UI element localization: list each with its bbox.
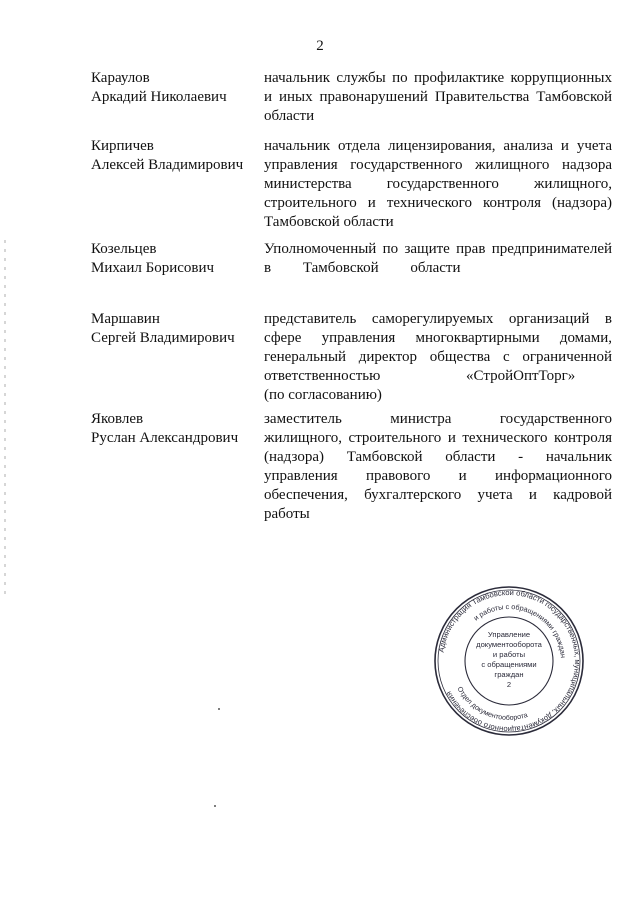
role-line: генеральный директор общества с ограниченной <box>264 349 612 365</box>
member-given-names: Аркадий Николаевич <box>91 89 227 105</box>
role-line: заместитель министра государственного <box>264 411 612 427</box>
role-line: Уполномоченный по защите прав предпринимателей <box>264 241 612 257</box>
scan-speck <box>214 805 216 807</box>
seal-center-line: 2 <box>506 680 512 689</box>
member-role <box>264 410 612 524</box>
member-role <box>264 69 612 126</box>
role-line: работы <box>264 506 310 522</box>
page-number: 2 <box>316 38 324 54</box>
role-line: (по согласованию) <box>264 387 382 403</box>
role-line: ответственностью «СтройОптТорг» <box>264 368 576 384</box>
member-surname: Кирпичев <box>91 138 154 154</box>
seal-outer-text: Администрация Тамбовской области государственных, муниципальных, документационного обеспечения <box>436 587 583 735</box>
member-given-names: Алексей Владимирович <box>91 157 244 173</box>
member-name <box>91 310 256 348</box>
member-surname: Козельцев <box>91 241 157 257</box>
member-surname: Маршавин <box>91 311 160 327</box>
role-line: и иных правонарушений Правительства Тамбовской <box>264 89 612 105</box>
member-surname: Караулов <box>91 70 150 86</box>
role-line: начальник службы по профилактике коррупционных <box>264 70 612 86</box>
seal-inner-ring-text: и работы с обращениями граждан <box>471 601 568 659</box>
seal-center-line: с обращениями <box>481 660 537 669</box>
member-given-names: Сергей Владимирович <box>91 330 235 346</box>
scan-margin-marks <box>4 240 6 600</box>
role-line: области <box>264 108 315 124</box>
member-role <box>264 310 612 405</box>
role-line: управления правового и информационного <box>264 468 612 484</box>
role-line: строительного и технического контроля (надзора) <box>264 195 612 211</box>
member-name <box>91 137 256 175</box>
role-line: начальник отдела лицензирования, анализа и учета <box>264 138 612 154</box>
seal-center-line: граждан <box>494 670 524 679</box>
member-given-names: Руслан Александрович <box>91 430 239 446</box>
role-line: министерства государственного жилищного, <box>264 176 612 192</box>
member-role <box>264 240 612 278</box>
member-given-names: Михаил Борисович <box>91 260 215 276</box>
role-line: обеспечения, бухгалтерского учета и кадровой <box>264 487 612 503</box>
seal-center-line: документооборота <box>476 640 542 649</box>
member-name <box>91 410 256 448</box>
role-line: жилищного, строительного и технического контроля <box>264 430 612 446</box>
role-line: в Тамбовской области <box>264 260 461 276</box>
role-line: управления государственного жилищного надзора <box>264 157 612 173</box>
role-line: представитель саморегулируемых организаций в <box>264 311 612 327</box>
member-name <box>91 240 256 278</box>
role-line: Тамбовской области <box>264 214 394 230</box>
role-line: (надзора) Тамбовской области - начальник <box>264 449 612 465</box>
seal-center-line: Управление <box>487 630 531 639</box>
seal-center-line: и работы <box>492 650 526 659</box>
member-surname: Яковлев <box>91 411 144 427</box>
member-name <box>91 69 256 107</box>
member-role <box>264 137 612 232</box>
role-line: сфере управления многоквартирными домами, <box>264 330 612 346</box>
office-seal-stamp <box>433 585 585 737</box>
scan-speck <box>218 708 220 710</box>
seal-bottom-text: Отдел документооборота <box>455 685 529 722</box>
